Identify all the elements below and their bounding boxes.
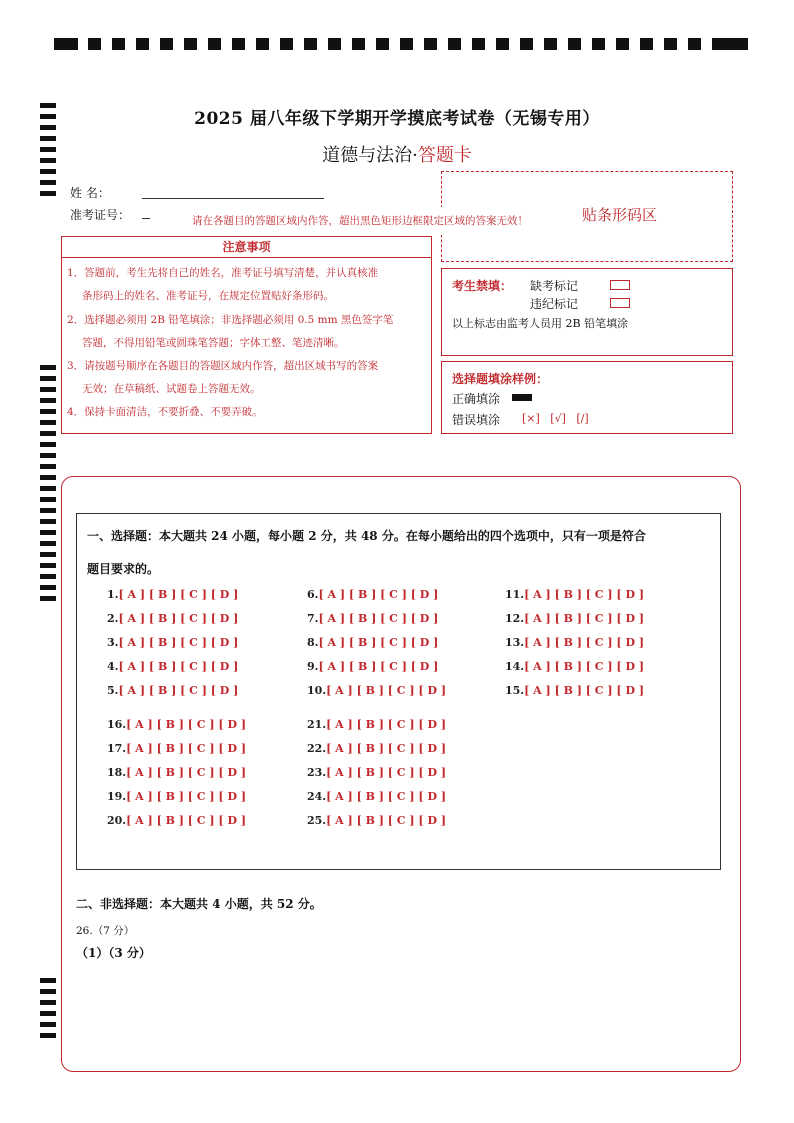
answer-options[interactable]: [ A ] [ B ] [ C ] [ D ]	[126, 718, 247, 731]
timing-mark	[568, 38, 581, 50]
choice-question-17[interactable]	[107, 742, 246, 755]
choice-question-11[interactable]	[505, 588, 644, 601]
answer-options[interactable]: [ A ] [ B ] [ C ] [ D ]	[126, 790, 247, 803]
timing-mark	[40, 387, 56, 392]
choice-question-22[interactable]	[307, 742, 446, 755]
answer-options[interactable]: [ A ] [ B ] [ C ] [ D ]	[326, 742, 447, 755]
question-number: 23.	[307, 766, 327, 779]
correct-fill-mark	[512, 394, 532, 401]
timing-mark	[688, 38, 701, 50]
question-number: 15.	[505, 684, 525, 697]
answer-options[interactable]: [ A ] [ B ] [ C ] [ D ]	[318, 660, 439, 673]
timing-mark	[40, 585, 56, 590]
notice-line: 4．保持卡面清洁，不要折叠、不要弄破。	[67, 406, 263, 418]
proctor-note: 以上标志由监考人员用 2B 铅笔填涂	[452, 317, 629, 330]
notice-line: 条形码上的姓名、准考证号，在规定位置贴好条形码。	[82, 290, 334, 302]
timing-mark	[256, 38, 269, 50]
answer-options[interactable]: [ A ] [ B ] [ C ] [ D ]	[126, 742, 247, 755]
wrong-fill-marks: [×] [√] [/]	[522, 412, 589, 425]
choice-question-10[interactable]	[307, 684, 446, 697]
timing-mark	[40, 1000, 56, 1005]
timing-mark	[376, 38, 389, 50]
timing-mark	[40, 191, 56, 196]
correct-fill-label: 正确填涂	[452, 392, 501, 406]
timing-mark	[88, 38, 101, 50]
fill-example-box	[441, 361, 733, 434]
proctor-only-label: 考生禁填：	[452, 279, 513, 293]
notice-line: 3．请按题号顺序在各题目的答题区域内作答，超出区域书写的答案	[67, 360, 379, 372]
choice-question-6[interactable]	[307, 588, 438, 601]
timing-mark	[40, 1011, 56, 1016]
choice-question-8[interactable]	[307, 636, 438, 649]
violation-label: 违纪标记	[530, 297, 579, 311]
section1-heading-cont: 题目要求的。	[87, 562, 160, 576]
exam-subtitle	[0, 141, 794, 167]
timing-mark	[40, 180, 56, 185]
timing-mark	[40, 365, 56, 370]
timing-mark	[232, 38, 245, 50]
choice-question-20[interactable]	[107, 814, 246, 827]
answer-options[interactable]: [ A ] [ B ] [ C ] [ D ]	[118, 636, 239, 649]
timing-mark	[40, 420, 56, 425]
choice-question-24[interactable]	[307, 790, 446, 803]
timing-mark	[424, 38, 437, 50]
question-number: 11.	[505, 588, 525, 601]
timing-mark	[40, 398, 56, 403]
question-number: 10.	[307, 684, 327, 697]
timing-mark	[40, 519, 56, 524]
answer-card-label: 答题卡	[417, 145, 472, 166]
timing-mark	[40, 431, 56, 436]
answer-options[interactable]: [ A ] [ B ] [ C ] [ D ]	[326, 814, 447, 827]
answer-options[interactable]: [ A ] [ B ] [ C ] [ D ]	[524, 636, 645, 649]
timing-mark	[40, 1022, 56, 1027]
barcode-label: 贴条形码区	[582, 206, 658, 224]
question-number: 20.	[107, 814, 127, 827]
answer-options[interactable]: [ A ] [ B ] [ C ] [ D ]	[318, 612, 439, 625]
question-number: 12.	[505, 612, 525, 625]
question-26-label: 26.（7 分）	[76, 925, 135, 937]
question-number: 17.	[107, 742, 127, 755]
answer-area-warning: 请在各题目的答题区域内作答，超出黑色矩形边框限定区域的答案无效！	[150, 207, 570, 235]
timing-mark	[40, 169, 56, 174]
answer-options[interactable]: [ A ] [ B ] [ C ] [ D ]	[326, 684, 447, 697]
timing-mark	[40, 453, 56, 458]
timing-mark	[184, 38, 197, 50]
timing-mark	[40, 376, 56, 381]
choice-question-18[interactable]	[107, 766, 246, 779]
choice-question-13[interactable]	[505, 636, 644, 649]
answer-options[interactable]: [ A ] [ B ] [ C ] [ D ]	[118, 684, 239, 697]
choice-question-2[interactable]	[107, 612, 238, 625]
timing-mark	[40, 530, 56, 535]
timing-mark	[40, 574, 56, 579]
timing-mark	[328, 38, 341, 50]
multiple-choice-box	[76, 513, 721, 870]
question-number: 9.	[307, 660, 319, 673]
question-number: 13.	[505, 636, 525, 649]
choice-question-5[interactable]	[107, 684, 238, 697]
question-number: 22.	[307, 742, 327, 755]
choice-question-21[interactable]	[307, 718, 446, 731]
answer-options[interactable]: [ A ] [ B ] [ C ] [ D ]	[524, 684, 645, 697]
notice-line: 无效；在草稿纸、试题卷上答题无效。	[82, 383, 261, 395]
choice-question-7[interactable]	[307, 612, 438, 625]
timing-mark	[208, 38, 221, 50]
timing-mark	[40, 475, 56, 480]
choice-question-23[interactable]	[307, 766, 446, 779]
choice-question-19[interactable]	[107, 790, 246, 803]
answer-options[interactable]: [ A ] [ B ] [ C ] [ D ]	[326, 766, 447, 779]
choice-question-25[interactable]	[307, 814, 446, 827]
question-26-part1-label: （1）（3 分）	[76, 946, 151, 960]
choice-question-16[interactable]	[107, 718, 246, 731]
question-number: 14.	[505, 660, 525, 673]
timing-mark	[40, 464, 56, 469]
notice-line: 2．选择题必须用 2B 铅笔填涂；非选择题必须用 0.5 mm 黑色签字笔	[67, 314, 394, 326]
answer-options[interactable]: [ A ] [ B ] [ C ] [ D ]	[318, 636, 439, 649]
timing-mark	[352, 38, 365, 50]
choice-question-1[interactable]	[107, 588, 238, 601]
timing-mark	[544, 38, 557, 50]
question-number: 6.	[307, 588, 319, 601]
timing-mark	[724, 38, 748, 50]
subject-name: 道德与法治·	[322, 145, 418, 166]
timing-mark	[40, 541, 56, 546]
timing-mark	[616, 38, 629, 50]
choice-question-9[interactable]	[307, 660, 438, 673]
notice-line: 1．答题前，考生先将自己的姓名，准考证号填写清楚，并认真核准	[67, 267, 379, 279]
notice-box	[61, 236, 432, 434]
timing-mark	[40, 989, 56, 994]
notice-line: 答题，不得用铅笔或圆珠笔答题；字体工整、笔迹清晰。	[82, 337, 345, 349]
answer-options[interactable]: [ A ] [ B ] [ C ] [ D ]	[318, 588, 439, 601]
question-number: 5.	[107, 684, 119, 697]
section1-heading: 一、选择题：本大题共 24 小题，每小题 2 分，共 48 分。在每小题给出的四个选项中，只有一项是符合	[87, 529, 646, 543]
answer-options[interactable]: [ A ] [ B ] [ C ] [ D ]	[326, 718, 447, 731]
section2-heading: 二、非选择题：本大题共 4 小题，共 52 分。	[76, 897, 322, 911]
timing-mark	[472, 38, 485, 50]
answer-options[interactable]: [ A ] [ B ] [ C ] [ D ]	[524, 612, 645, 625]
timing-mark	[54, 38, 78, 50]
timing-mark	[40, 409, 56, 414]
timing-mark	[40, 1033, 56, 1038]
question-number: 25.	[307, 814, 327, 827]
question-number: 21.	[307, 718, 327, 731]
question-number: 18.	[107, 766, 127, 779]
answer-options[interactable]: [ A ] [ B ] [ C ] [ D ]	[118, 660, 239, 673]
choice-question-3[interactable]	[107, 636, 238, 649]
answer-options[interactable]: [ A ] [ B ] [ C ] [ D ]	[126, 766, 247, 779]
notice-title: 注意事项	[62, 237, 431, 258]
timing-mark	[40, 497, 56, 502]
timing-mark	[40, 508, 56, 513]
question-number: 24.	[307, 790, 327, 803]
name-label: 姓 名：	[70, 186, 110, 200]
timing-mark	[592, 38, 605, 50]
absent-label: 缺考标记	[530, 279, 579, 293]
wrong-fill-label: 错误填涂	[452, 413, 501, 427]
answer-options[interactable]: [ A ] [ B ] [ C ] [ D ]	[126, 814, 247, 827]
timing-mark	[664, 38, 677, 50]
answer-options[interactable]: [ A ] [ B ] [ C ] [ D ]	[524, 588, 645, 601]
timing-mark	[40, 563, 56, 568]
timing-mark	[40, 486, 56, 491]
exam-title: 2025 届八年级下学期开学摸底考试卷（无锡专用）	[194, 109, 600, 129]
timing-mark	[280, 38, 293, 50]
choice-question-14[interactable]	[505, 660, 644, 673]
question-number: 1.	[107, 588, 119, 601]
timing-mark	[496, 38, 509, 50]
proctor-only-box	[441, 268, 733, 356]
question-number: 16.	[107, 718, 127, 731]
timing-mark	[40, 596, 56, 601]
top-timing-marks	[54, 38, 748, 50]
question-number: 8.	[307, 636, 319, 649]
answer-options[interactable]: [ A ] [ B ] [ C ] [ D ]	[118, 612, 239, 625]
answer-options[interactable]: [ A ] [ B ] [ C ] [ D ]	[118, 588, 239, 601]
timing-mark	[112, 38, 125, 50]
choice-question-4[interactable]	[107, 660, 238, 673]
name-field[interactable]	[142, 186, 324, 199]
timing-mark	[160, 38, 173, 50]
answer-options[interactable]: [ A ] [ B ] [ C ] [ D ]	[524, 660, 645, 673]
question-number: 7.	[307, 612, 319, 625]
timing-mark	[400, 38, 413, 50]
timing-mark	[448, 38, 461, 50]
question-number: 4.	[107, 660, 119, 673]
timing-mark	[40, 978, 56, 983]
question-number: 3.	[107, 636, 119, 649]
answer-options[interactable]: [ A ] [ B ] [ C ] [ D ]	[326, 790, 447, 803]
violation-mark-box[interactable]	[610, 298, 630, 308]
choice-question-15[interactable]	[505, 684, 644, 697]
timing-mark	[640, 38, 653, 50]
fill-example-title: 选择题填涂样例：	[452, 372, 549, 386]
timing-mark	[40, 552, 56, 557]
question-number: 2.	[107, 612, 119, 625]
question-number: 19.	[107, 790, 127, 803]
choice-question-12[interactable]	[505, 612, 644, 625]
exam-id-label: 准考证号：	[70, 208, 131, 222]
timing-mark	[520, 38, 533, 50]
timing-mark	[136, 38, 149, 50]
timing-mark	[304, 38, 317, 50]
timing-mark	[40, 442, 56, 447]
absent-mark-box[interactable]	[610, 280, 630, 290]
